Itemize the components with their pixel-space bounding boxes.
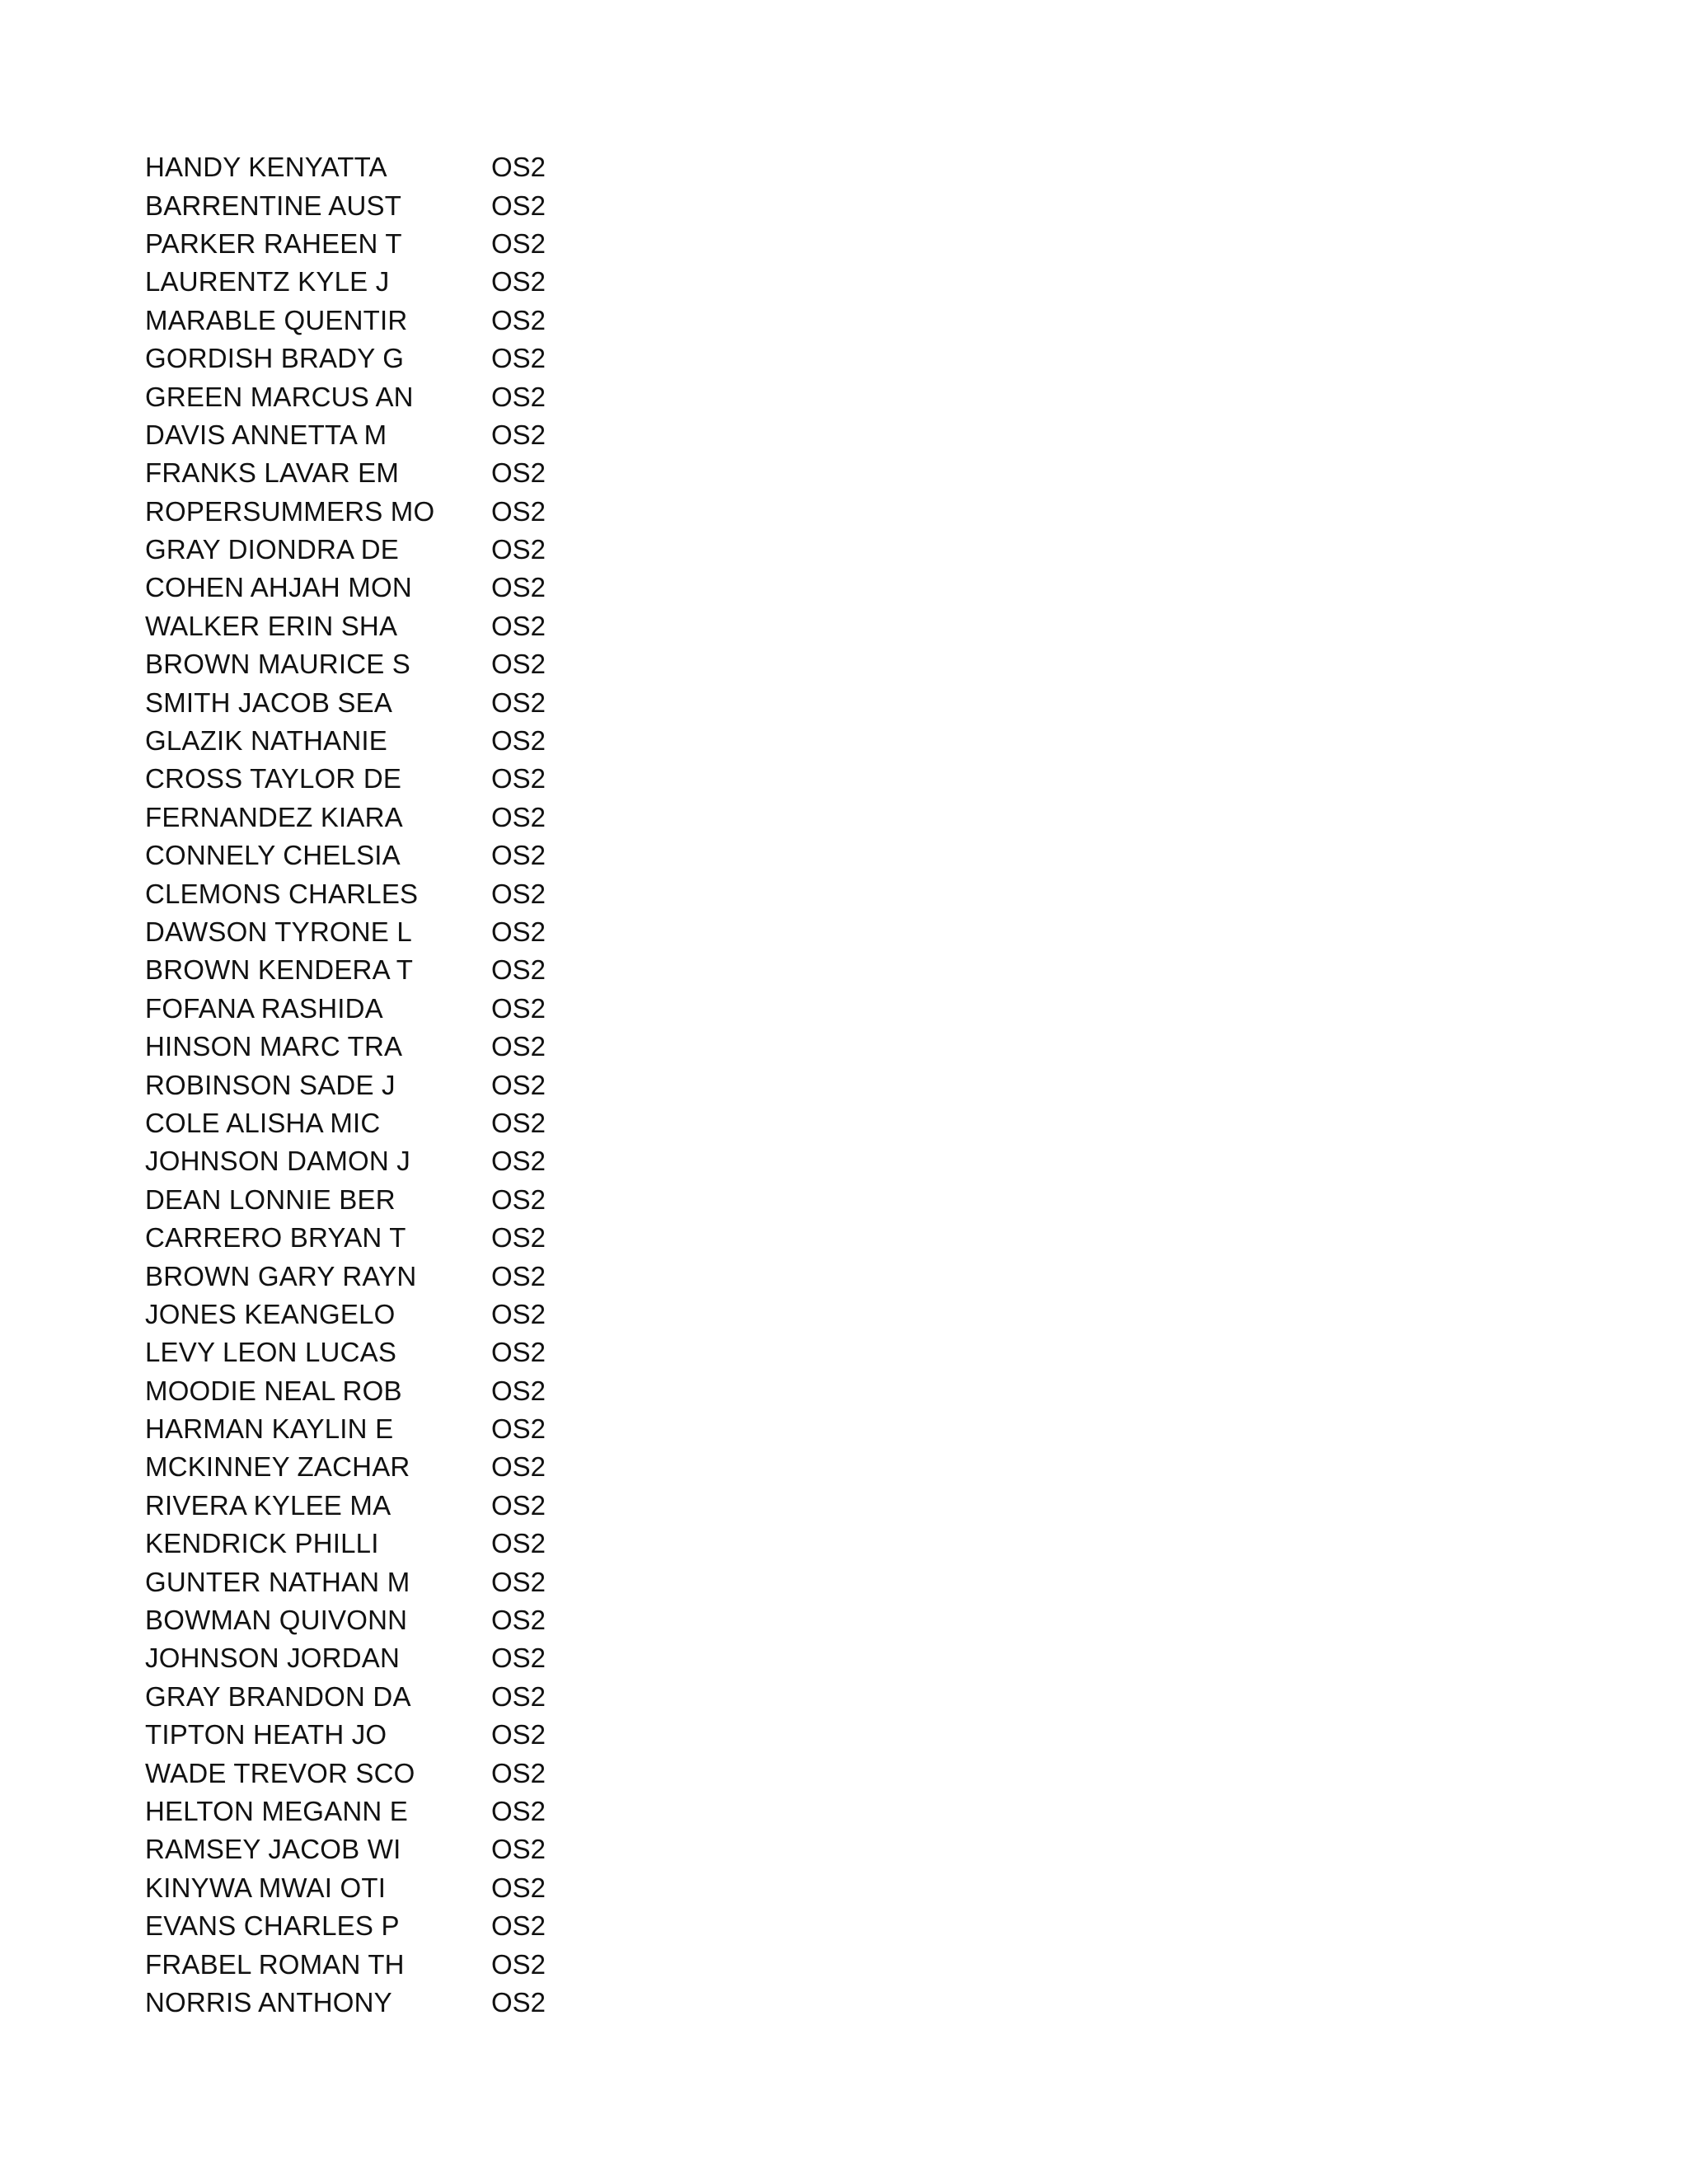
rate-code: OS2 [491,304,546,335]
list-item [145,416,722,454]
list-item [145,186,722,224]
rate-code: OS2 [491,227,546,259]
list-item [145,645,722,683]
rate-code: OS2 [491,1680,546,1712]
list-item [145,1525,722,1563]
list-item [145,990,722,1028]
rate-code: OS2 [491,1298,546,1329]
list-item [145,1716,722,1754]
person-name: MARABLE QUENTIR [145,304,408,335]
list-item [145,340,722,377]
list-item [145,1984,722,2022]
list-item [145,760,722,798]
person-name: WADE TREVOR SCO [145,1757,415,1788]
person-name: DEAN LONNIE BER [145,1183,396,1215]
rate-code: OS2 [491,190,546,221]
list-item [145,225,722,263]
list-item [145,1372,722,1410]
rate-code: OS2 [491,649,546,680]
rate-code: OS2 [491,1795,546,1826]
rate-code: OS2 [491,1337,546,1368]
rate-code: OS2 [491,610,546,641]
list-item [145,1601,722,1639]
list-item [145,1257,722,1295]
rate-code: OS2 [491,1872,546,1903]
rate-code: OS2 [491,1375,546,1406]
rate-code: OS2 [491,916,546,947]
rate-code: OS2 [491,381,546,412]
person-name: FOFANA RASHIDA [145,992,383,1024]
person-name: HARMAN KAYLIN E [145,1413,394,1445]
person-name: RAMSEY JACOB WI [145,1834,401,1865]
rate-code: OS2 [491,763,546,794]
rate-code: OS2 [491,1643,546,1674]
list-item [145,1142,722,1180]
list-item [145,1754,722,1792]
list-item [145,1219,722,1257]
person-name: GUNTER NATHAN M [145,1566,410,1597]
person-name: CROSS TAYLOR DE [145,763,402,794]
person-name: PARKER RAHEEN T [145,227,402,259]
person-name: MCKINNEY ZACHAR [145,1451,410,1483]
rate-code: OS2 [491,1451,546,1483]
person-name: HINSON MARC TRA [145,1031,403,1062]
list-item [145,531,722,569]
list-item [145,454,722,492]
rate-code: OS2 [491,801,546,832]
person-name: FRABEL ROMAN TH [145,1948,405,1980]
rate-code: OS2 [491,992,546,1024]
rate-code: OS2 [491,572,546,603]
rate-code: OS2 [491,1222,546,1254]
list-item [145,722,722,760]
person-name: MOODIE NEAL ROB [145,1375,402,1406]
person-name: CARRERO BRYAN T [145,1222,406,1254]
person-name: LAURENTZ KYLE J [145,266,390,298]
list-item [145,1907,722,1945]
list-item [145,1104,722,1142]
person-name: GRAY BRANDON DA [145,1680,411,1712]
person-name: HANDY KENYATTA [145,152,387,183]
list-item [145,263,722,301]
list-item [145,1945,722,1983]
person-name: NORRIS ANTHONY [145,1986,392,2018]
list-item [145,1487,722,1525]
person-name: WALKER ERIN SHA [145,610,398,641]
person-name: BROWN MAURICE S [145,649,411,680]
person-name: EVANS CHARLES P [145,1910,400,1942]
person-name: JOHNSON JORDAN [145,1643,400,1674]
list-item [145,951,722,989]
rate-code: OS2 [491,1146,546,1177]
rate-code: OS2 [491,1107,546,1138]
person-name: BARRENTINE AUST [145,190,402,221]
rate-code: OS2 [491,1986,546,2018]
rate-code: OS2 [491,1489,546,1521]
list-item [145,569,722,607]
rate-code: OS2 [491,954,546,986]
rate-code: OS2 [491,1605,546,1636]
list-item [145,837,722,874]
rate-code: OS2 [491,343,546,374]
person-name: CLEMONS CHARLES [145,878,419,909]
rate-code: OS2 [491,152,546,183]
list-item [145,874,722,912]
rate-code: OS2 [491,457,546,489]
list-item [145,1639,722,1677]
person-name: GLAZIK NATHANIE [145,725,387,757]
list-item [145,302,722,340]
person-name: KENDRICK PHILLI [145,1528,379,1559]
list-item [145,683,722,721]
person-name: JONES KEANGELO [145,1298,396,1329]
list-item [145,799,722,837]
rate-code: OS2 [491,725,546,757]
list-item [145,1181,722,1219]
person-name: ROPERSUMMERS MO [145,495,435,527]
person-name: GREEN MARCUS AN [145,381,414,412]
rate-code: OS2 [491,1719,546,1750]
list-item [145,1563,722,1601]
rate-code: OS2 [491,1069,546,1100]
rate-code: OS2 [491,687,546,718]
person-name: BOWMAN QUIVONN [145,1605,408,1636]
person-name: COHEN AHJAH MON [145,572,412,603]
person-name: ROBINSON SADE J [145,1069,396,1100]
rate-code: OS2 [491,1566,546,1597]
list-item [145,1410,722,1448]
list-item [145,1448,722,1486]
person-name: JOHNSON DAMON J [145,1146,411,1177]
rate-code: OS2 [491,1834,546,1865]
list-item [145,1296,722,1333]
person-name: LEVY LEON LUCAS [145,1337,397,1368]
person-name: HELTON MEGANN E [145,1795,408,1826]
person-name: BROWN KENDERA T [145,954,414,986]
list-item [145,913,722,951]
person-name: GORDISH BRADY G [145,343,405,374]
list-item [145,1333,722,1371]
rate-code: OS2 [491,1413,546,1445]
rate-code: OS2 [491,840,546,871]
rate-code: OS2 [491,419,546,450]
rate-code: OS2 [491,1031,546,1062]
rate-code: OS2 [491,878,546,909]
list-item [145,1830,722,1868]
person-name: BROWN GARY RAYN [145,1260,417,1291]
list-item [145,148,722,186]
rate-code: OS2 [491,534,546,565]
person-name: CONNELY CHELSIA [145,840,401,871]
rate-code: OS2 [491,1183,546,1215]
rate-code: OS2 [491,266,546,298]
list-item [145,1028,722,1066]
rate-code: OS2 [491,1910,546,1942]
rate-code: OS2 [491,1260,546,1291]
list-item [145,1793,722,1830]
list-item [145,1066,722,1104]
person-name: TIPTON HEATH JO [145,1719,387,1750]
rate-code: OS2 [491,1528,546,1559]
person-name: COLE ALISHA MIC [145,1107,381,1138]
person-name: DAVIS ANNETTA M [145,419,387,450]
person-name: SMITH JACOB SEA [145,687,393,718]
rate-code: OS2 [491,495,546,527]
list-item [145,1869,722,1907]
name-rate-list [145,148,722,2022]
person-name: KINYWA MWAI OTI [145,1872,387,1903]
list-item [145,607,722,645]
list-item [145,1678,722,1716]
rate-code: OS2 [491,1948,546,1980]
list-item [145,377,722,415]
person-name: FRANKS LAVAR EM [145,457,400,489]
person-name: GRAY DIONDRA DE [145,534,400,565]
rate-code: OS2 [491,1757,546,1788]
list-item [145,493,722,531]
person-name: DAWSON TYRONE L [145,916,412,947]
person-name: RIVERA KYLEE MA [145,1489,392,1521]
person-name: FERNANDEZ KIARA [145,801,403,832]
